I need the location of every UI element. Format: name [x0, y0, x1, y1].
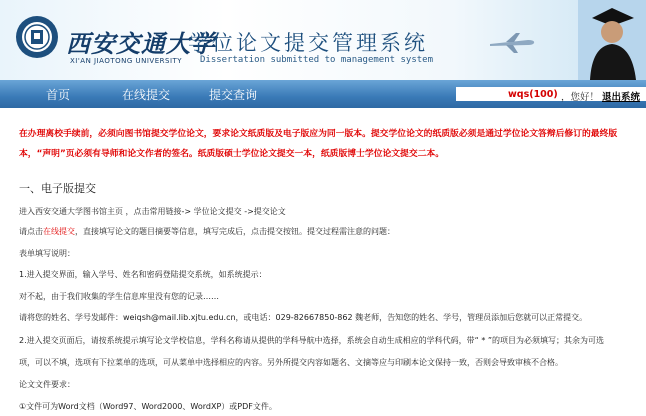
instruction-line-2 [19, 226, 395, 237]
nav-home[interactable]: 首页 [46, 88, 71, 102]
user-greeting: ，您好！ [561, 92, 600, 103]
online-submit-link[interactable]: 在线提交 [43, 227, 75, 236]
submission-notice: 在办理离校手续前，必须向图书馆提交学位论文，要求论文纸质版及电子版应为同一版本。提交学位论文的纸质版必须是通过学位论文答辩后修订的最终版本，“声明”页必须有导师和论文作者的签名。纸质版硕士学位论文提交一本，纸质版博士学位论文提交二本。 [19, 129, 618, 159]
system-title: 学位论文提交管理系统 [188, 31, 428, 55]
file-requirements-label: 论文文件要求： [19, 380, 75, 389]
instruction-line-2-suffix: ，直接填写论文的题目摘要等信息，填写完成后，点击提交按钮。提交过程需注意的问题： [75, 227, 395, 236]
airplane-icon [488, 32, 536, 54]
form-instructions-label: 表单填写说明： [19, 249, 75, 258]
instruction-step-1: 1.进入提交界面，输入学号、姓名和密码登陆提交系统，如系统提示： [19, 270, 267, 279]
section-heading: 一、电子版提交 [19, 182, 96, 195]
nav-online-submit[interactable]: 在线提交 [122, 88, 171, 102]
header-banner [0, 0, 646, 80]
instruction-line-1: 进入西安交通大学图书馆主页 ，点击常用链接-> 学位论文提交 ->提交论文 [19, 207, 286, 216]
logout-link[interactable]: 退出系统 [602, 92, 641, 103]
contact-instruction: 请将您的姓名、学号发邮件：weiqsh@mail.lib.xjtu.edu.cn，或电话：029-82667850-862 魏老师，告知您的姓名、学号，管理员添加后您就可以正常提交。 [19, 313, 588, 322]
instruction-step-2-cont: 项，可以不填，选项有下拉菜单的选项，可从菜单中选择相应的内容。另外所提交内容如题名、文摘等应与印刷本论文保持一致，否则会导致审核不合格。 [19, 358, 563, 367]
system-subtitle: Dissertation submitted to management system [200, 55, 433, 65]
graduate-figure-icon [578, 0, 646, 80]
instruction-step-2: 2.进入提交页面后，请按系统提示填写论文学校信息，学科名称请从提供的学科导航中选择，系统会自动生成相应的学科代码，带“ * ”的项目为必须填写；其余为可选 [19, 336, 605, 345]
university-name-en: XI'AN JIAOTONG UNIVERSITY [70, 57, 183, 65]
user-name: wqs(100) [508, 89, 558, 100]
instruction-line-2-prefix: 请点击 [19, 227, 43, 236]
nav-submission-query[interactable]: 提交查询 [209, 88, 258, 102]
system-prompt-message: 对不起，由于我们收集的学生信息库里没有您的记录…… [19, 292, 219, 301]
university-seal-icon [15, 15, 59, 59]
file-requirement-1: ①文件可为Word文档（Word97、Word2000、WordXP）或PDF文件。 [19, 402, 277, 411]
university-name-cn: 西安交通大学 [66, 29, 216, 58]
